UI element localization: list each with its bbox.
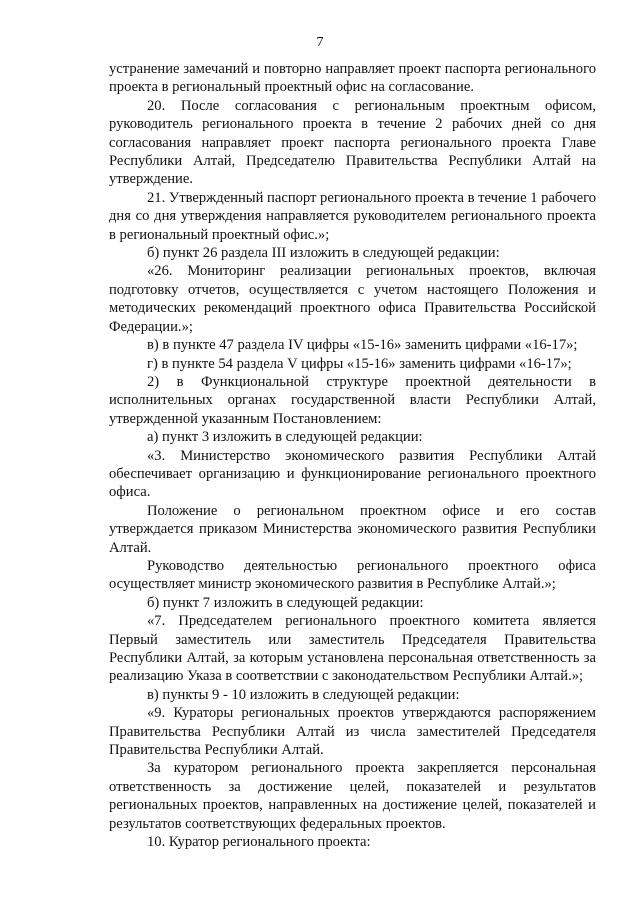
paragraph: в) в пункте 47 раздела IV цифры «15-16» заменить цифрами «16-17»; [147, 337, 578, 354]
paragraph: 21. Утвержденный паспорт регионального проекта в течение 1 рабочего дня со дня утверждения направляется руководителем регионального проекта в региональный проектный офис.»; [109, 189, 596, 243]
paragraph: За куратором регионального проекта закрепляется персональная ответственность за достижение целей, показателей и результатов региональных проектов, направленных на достижение целей, показателей и результатов соответствующих федеральных проектов. [109, 760, 596, 832]
paragraph: 2) в Функциональной структуре проектной деятельности в исполнительных органах государственной власти Республики Алтай, утвержденной указанным Постановлением: [109, 373, 596, 427]
paragraph: в) пункты 9 - 10 изложить в следующей редакции: [147, 686, 460, 703]
paragraph: Руководство деятельностью регионального проектного офиса осуществляет министр экономического развития в Республике Алтай.»; [109, 557, 596, 593]
paragraph: «7. Председателем регионального проектного комитета является Первый заместитель или заместитель Председателя Правительства Республики Алтай, за которым установлена персональная ответственность за реализацию Указа в соответствии с законодательством Республики Алтай.»; [109, 613, 596, 685]
paragraph: б) пункт 26 раздела III изложить в следующей редакции: [147, 245, 500, 262]
document-body [109, 60, 596, 851]
paragraph: г) в пункте 54 раздела V цифры «15-16» заменить цифрами «16-17»; [147, 355, 572, 372]
page-number: 7 [316, 35, 324, 50]
paragraph: устранение замечаний и повторно направляет проект паспорта регионального проекта в региональный проектный офис на согласование. [109, 61, 596, 96]
paragraph: «26. Мониторинг реализации региональных проектов, включая подготовку отчетов, осуществляется с учетом настоящего Положения и методических рекомендаций проектного офиса Правительства Российской Федерации.»; [109, 263, 596, 335]
paragraph: 20. После согласования с региональным проектным офисом, руководитель регионального проекта в течение 2 рабочих дней со дня согласования направляет проект паспорта регионального проекта Главе Республики Алтай, Председателю Правительства Республики Алтай на утверждение. [109, 97, 596, 188]
paragraph: 10. Куратор регионального проекта: [147, 834, 371, 851]
paragraph: б) пункт 7 изложить в следующей редакции: [147, 594, 424, 611]
paragraph: «9. Кураторы региональных проектов утверждаются распоряжением Правительства Республики Алтай из числа заместителей Председателя Правительства Республики Алтай. [109, 705, 596, 759]
paragraph: «3. Министерство экономического развития Республики Алтай обеспечивает организацию и функционирование регионального проектного офиса. [109, 447, 596, 501]
paragraph: а) пункт 3 изложить в следующей редакции: [147, 429, 423, 446]
paragraph: Положение о региональном проектном офисе и его состав утверждается приказом Министерства экономического развития Республики Алтай. [109, 502, 596, 556]
